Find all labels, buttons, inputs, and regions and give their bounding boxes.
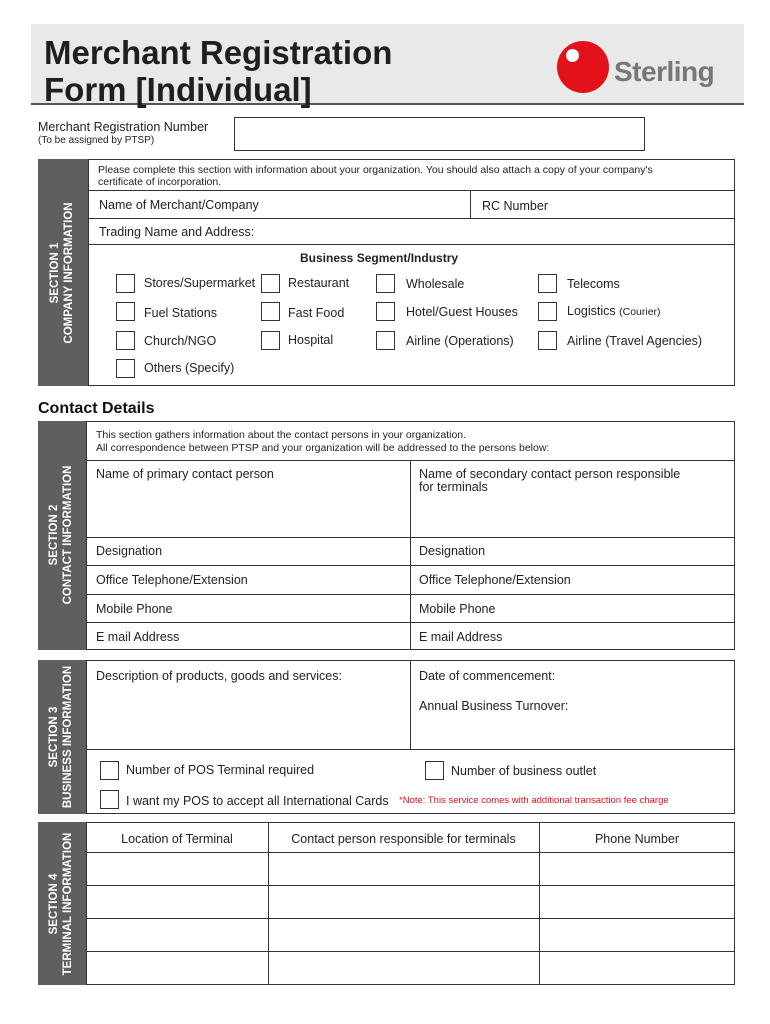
- wholesale-label: Wholesale: [406, 277, 465, 291]
- registration-number-label: Merchant Registration Number: [38, 120, 209, 134]
- section3-tab-label: SECTION 3 BUSINESS INFORMATION: [48, 665, 74, 809]
- section2-tab-label: SECTION 2 CONTACT INFORMATION: [48, 465, 74, 605]
- airline-travel-checkbox[interactable]: [538, 331, 557, 350]
- fast-food-checkbox[interactable]: [261, 302, 280, 321]
- terminal-cell[interactable]: [269, 886, 539, 918]
- description-label: Description of products, goods and services:: [96, 669, 342, 683]
- section2-intro-1: This section gathers information about the contact persons in your organization.: [96, 429, 467, 441]
- terminal-cell[interactable]: [540, 952, 735, 984]
- registration-number-sublabel: (To be assigned by PTSP): [38, 135, 155, 146]
- registration-number-field[interactable]: [234, 117, 645, 151]
- primary-office-tel-label: Office Telephone/Extension: [96, 573, 248, 587]
- terminal-cell[interactable]: [540, 886, 735, 918]
- secondary-designation-label: Designation: [419, 544, 486, 558]
- wholesale-checkbox[interactable]: [376, 274, 395, 293]
- sterling-logo-icon: [557, 41, 609, 93]
- rc-number-field[interactable]: [472, 190, 735, 218]
- hospital-label: Hospital: [288, 333, 334, 347]
- description-field[interactable]: [86, 660, 410, 749]
- section1-intro-1: Please complete this section with information about your organization. You should also attach a copy of your company's: [98, 164, 653, 176]
- terminal-cell[interactable]: [269, 919, 539, 951]
- logistics-label: Logistics (Courier): [567, 304, 661, 318]
- secondary-office-tel-label: Office Telephone/Extension: [419, 573, 571, 587]
- col-contact-header: Contact person responsible for terminals: [291, 832, 516, 846]
- secondary-contact-label-2: for terminals: [419, 480, 488, 494]
- pos-required-label: Number of POS Terminal required: [126, 763, 315, 777]
- merchant-name-label: Name of Merchant/Company: [99, 198, 259, 212]
- terminal-cell[interactable]: [540, 919, 735, 951]
- business-outlet-checkbox[interactable]: [425, 761, 444, 780]
- title-line-1: Merchant Registration: [44, 34, 393, 71]
- stores-checkbox[interactable]: [116, 274, 135, 293]
- primary-email-label: E mail Address: [96, 630, 180, 644]
- terminal-cell[interactable]: [540, 853, 735, 885]
- secondary-mobile-label: Mobile Phone: [419, 602, 496, 616]
- restaurant-checkbox[interactable]: [261, 274, 280, 293]
- terminal-cell[interactable]: [87, 853, 268, 885]
- section1-tab-label: SECTION 1 COMPANY INFORMATION: [49, 202, 75, 344]
- terminal-cell[interactable]: [269, 853, 539, 885]
- terminal-cell[interactable]: [87, 886, 268, 918]
- fuel-stations-label: Fuel Stations: [144, 306, 217, 320]
- business-segment-heading: Business Segment/Industry: [300, 251, 459, 265]
- airline-ops-label: Airline (Operations): [406, 334, 514, 348]
- fuel-stations-checkbox[interactable]: [116, 302, 135, 321]
- telecoms-checkbox[interactable]: [538, 274, 557, 293]
- contact-details-heading: Contact Details: [38, 400, 155, 417]
- col-phone-header: Phone Number: [594, 832, 680, 846]
- rc-number-label: RC Number: [482, 199, 548, 213]
- hospital-checkbox[interactable]: [261, 331, 280, 350]
- page-title: [44, 34, 392, 108]
- terminal-cell[interactable]: [269, 952, 539, 984]
- pos-required-checkbox[interactable]: [100, 761, 119, 780]
- primary-designation-label: Designation: [96, 544, 163, 558]
- stores-label: Stores/Supermarket: [144, 276, 256, 290]
- primary-contact-field[interactable]: [86, 460, 410, 537]
- secondary-contact-field[interactable]: [411, 460, 735, 537]
- fast-food-label: Fast Food: [288, 306, 345, 320]
- logistics-checkbox[interactable]: [538, 302, 557, 321]
- turnover-label: Annual Business Turnover:: [419, 699, 569, 713]
- international-cards-checkbox[interactable]: [100, 790, 119, 809]
- commencement-label: Date of commencement:: [419, 669, 556, 683]
- business-outlet-label: Number of business outlet: [451, 764, 597, 778]
- merchant-name-field[interactable]: [88, 190, 471, 218]
- secondary-contact-label-1: Name of secondary contact person responsible: [419, 467, 681, 481]
- airline-ops-checkbox[interactable]: [376, 331, 395, 350]
- col-location-header: Location of Terminal: [121, 832, 233, 846]
- hotel-label: Hotel/Guest Houses: [406, 305, 518, 319]
- trading-name-field[interactable]: [88, 218, 735, 244]
- church-label: Church/NGO: [144, 334, 217, 348]
- others-label: Others (Specify): [144, 361, 235, 375]
- trading-name-label: Trading Name and Address:: [99, 225, 255, 239]
- terminal-cell[interactable]: [87, 952, 268, 984]
- terminal-cell[interactable]: [87, 919, 268, 951]
- logo-text: Sterling: [614, 56, 715, 87]
- section4-tab-label: SECTION 4 TERMINAL INFORMATION: [48, 832, 74, 976]
- primary-contact-label: Name of primary contact person: [96, 467, 274, 481]
- primary-mobile-label: Mobile Phone: [96, 602, 173, 616]
- section1-intro-2: certificate of incorporation.: [98, 176, 222, 188]
- fee-note: *Note: This service comes with additional transaction fee charge: [399, 795, 669, 806]
- title-line-2: Form [Individual]: [44, 71, 312, 108]
- others-checkbox[interactable]: [116, 359, 135, 378]
- telecoms-label: Telecoms: [567, 277, 620, 291]
- church-checkbox[interactable]: [116, 331, 135, 350]
- hotel-checkbox[interactable]: [376, 302, 395, 321]
- airline-travel-label: Airline (Travel Agencies): [567, 334, 703, 348]
- secondary-email-label: E mail Address: [419, 630, 503, 644]
- section2-intro-2: All correspondence between PTSP and your organization will be addressed to the persons below:: [96, 442, 550, 454]
- international-cards-label: I want my POS to accept all International Cards: [126, 794, 389, 808]
- restaurant-label: Restaurant: [288, 276, 350, 290]
